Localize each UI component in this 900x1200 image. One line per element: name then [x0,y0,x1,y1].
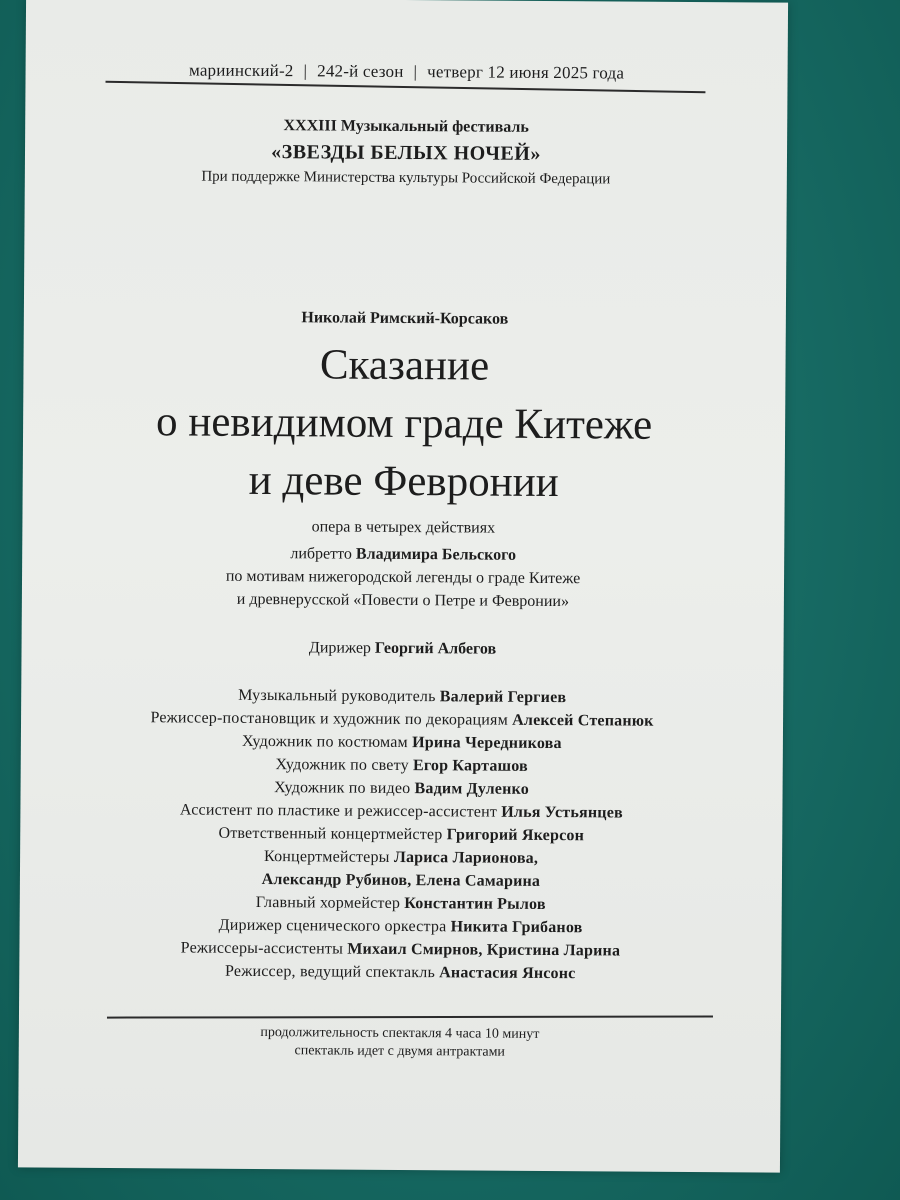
separator: | [303,61,308,81]
credit-line [20,892,782,915]
duration-note: продолжительность спектакля 4 часа 10 минут [260,1025,540,1042]
credit-name: Вадим Дуленко [414,780,530,798]
credit-name: Лариса Ларионова, [393,848,539,867]
libretto-author: Владимира Бельского [355,545,517,564]
credit-name: Алексей Степанюк [512,711,654,730]
credit-role: Режиссеры-ассистенты [180,939,344,958]
source-line-1: по мотивам нижегородской легенды о граде Китеже [225,567,581,588]
credit-name: Илья Устьянцев [501,803,623,822]
credit-role: Художник по видео [274,779,411,798]
bottom-divider [107,1016,713,1019]
credit-name: Егор Карташов [412,757,528,775]
credit-role: Режиссер, ведущий спектакль [225,962,436,982]
source-line-2: и древнерусской «Повести о Петре и Февронии» [236,590,570,611]
credit-role: Главный хормейстер [255,893,401,912]
credit-role: Режиссер-постановщик и художник по декорациям [150,709,509,729]
credit-line [21,708,783,731]
credit-role: Ассистент по пластике и режиссер-ассистент [179,801,498,821]
credit-line [20,869,782,892]
credit-name: Александр Рубинов, Елена Самарина [261,871,541,890]
credit-line [20,800,782,823]
venue-label: мариинский-2 [188,60,294,81]
credit-line [20,823,782,846]
conductor-line [21,637,783,660]
credit-line [20,846,782,869]
credit-line [19,961,781,984]
date-label: четверг 12 июня 2025 года [427,62,625,83]
opera-title-line-1: Сказание [319,341,490,390]
opera-title-line-3: и деве Февронии [248,456,559,507]
festival-name: «ЗВЕЗДЫ БЕЛЫХ НОЧЕЙ» [271,141,541,165]
credit-name: Анастасия Янсонс [439,964,576,983]
credit-name: Михаил Смирнов, Кристина Ларина [347,940,621,960]
conductor-role: Дирижер [308,639,372,657]
festival-support: При поддержке Министерства культуры Российской Федерации [201,168,611,188]
credit-name: Ирина Чередникова [412,734,562,753]
credit-role: Концертмейстеры [263,848,390,866]
intermission-note: спектакль идет с двумя антрактами [294,1043,506,1060]
credit-role: Ответственный концертмейстер [218,824,443,844]
libretto-prefix: либретто [290,545,353,563]
credit-line [20,915,782,938]
program-sheet [18,0,788,1173]
credit-line [21,685,783,708]
genre: опера в четырех действиях [311,518,496,537]
composer-name: Николай Римский-Корсаков [301,309,509,328]
credit-line [19,938,781,961]
credit-role: Художник по костюмам [242,732,408,752]
libretto-line [22,543,784,566]
opera-title-line-2: о невидимом граде Китеже [155,398,653,449]
credit-role: Дирижер сценического оркестра [218,916,447,936]
season-label: 242-й сезон [317,61,404,81]
credit-name: Никита Грибанов [450,918,583,937]
credit-role: Художник по свету [275,756,409,775]
festival-edition: XXXIII Музыкальный фестиваль [283,117,529,136]
credit-name: Константин Рылов [404,895,546,914]
credit-line [21,777,783,800]
credit-role: Музыкальный руководитель [238,686,436,706]
credit-name: Валерий Гергиев [439,688,567,707]
credit-line [21,754,783,777]
conductor-name: Георгий Албегов [374,639,497,658]
separator: | [413,62,418,82]
credits-list [21,685,783,983]
credit-line [21,731,783,754]
credit-name: Григорий Якерсон [446,826,585,845]
